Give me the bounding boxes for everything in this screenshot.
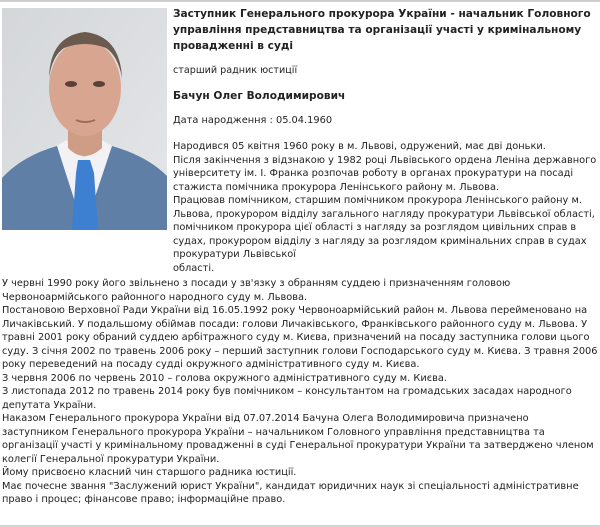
bio-paragraph: Наказом Генерального прокурора України від 07.07.2014 Бачуна Олега Володимировича призначено заступником Генерального прокурора України – начальником Головного управління представництва та організації участі у кримінальному провадженні в суді Генеральної прокуратури України та затверджено членом колегії Генеральної прокуратури України.	[2, 413, 594, 465]
profile-top	[0, 2, 600, 275]
portrait-photo	[2, 8, 167, 230]
bio-paragraph: Йому присвоєно класний чин старшого радника юстиції.	[2, 467, 297, 478]
bio-paragraph: Має почесне звання "Заслужений юрист України", кандидат юридичних наук зі спеціальності адміністративне право і процес; фінансове право; інформаційне право.	[2, 480, 579, 505]
profile-header	[173, 6, 600, 275]
position-title: Заступник Генерального прокурора України - начальник Головного управління представництва та організації участі у кримінальному провадженні в суді	[173, 8, 591, 52]
birth-date: Дата народження : 05.04.1960	[173, 115, 333, 126]
bio-paragraph: У червні 1990 року його звільнено з посади у зв'язку з обранням суддею і призначенням головою Червоноармійського районного народного суду м. Львова.	[2, 278, 511, 303]
bio-paragraph: З листопада 2012 по травень 2014 року був помічником – консультантом на громадських засадах народного депутата України.	[2, 386, 572, 411]
biography-main	[0, 275, 600, 507]
bio-paragraph-continuation: області.	[173, 262, 215, 274]
bio-paragraph: З червня 2006 по червень 2010 – голова окружного адміністративного суду м. Києва.	[2, 372, 447, 384]
bio-paragraph: Після закінчення з відзнакою у 1982 році Львівського ордена Леніна державного університету ім. І. Франка розпочав роботу в органах прокуратури на посаді стажиста помічника прокурора Ленінського району м. Львова.	[173, 154, 597, 193]
biography-intro	[173, 140, 598, 275]
bio-paragraph: Народився 05 квітня 1960 року в м. Львові, одружений, має дві доньки.	[173, 141, 546, 152]
rank: старший радник юстиції	[173, 65, 298, 76]
person-name: Бачун Олег Володимирович	[173, 90, 346, 102]
bottom-divider	[0, 525, 600, 527]
bio-paragraph: Постановою Верховної Ради України від 16.05.1992 року Червоноармійський район м. Львова перейменовано на Личаківський. У подальшому обіймав посади: голови Личаківського, Франківського районного суду м. Львова. У травні 2001 року обраний суддею арбітражного суду м. Києва, призначений на посаду заступника голови цього суду. З січня 2002 по травень 2006 року – перший заступник голови Господарського суду м. Києва. З травня 2006 року переведений на посаду судді окружного адміністративного суду м. Києва.	[2, 305, 598, 370]
bio-paragraph: Працював помічником, старшим помічником прокурора Ленінського району м. Львова, прокурором відділу загального нагляду прокуратури Львівської області, помічником прокурора цієї області з нагляду за розглядом цивільних справ в судах, прокурором відділу з нагляду за розглядом кримінальних справ в судах прокуратури Львівської	[173, 195, 595, 260]
